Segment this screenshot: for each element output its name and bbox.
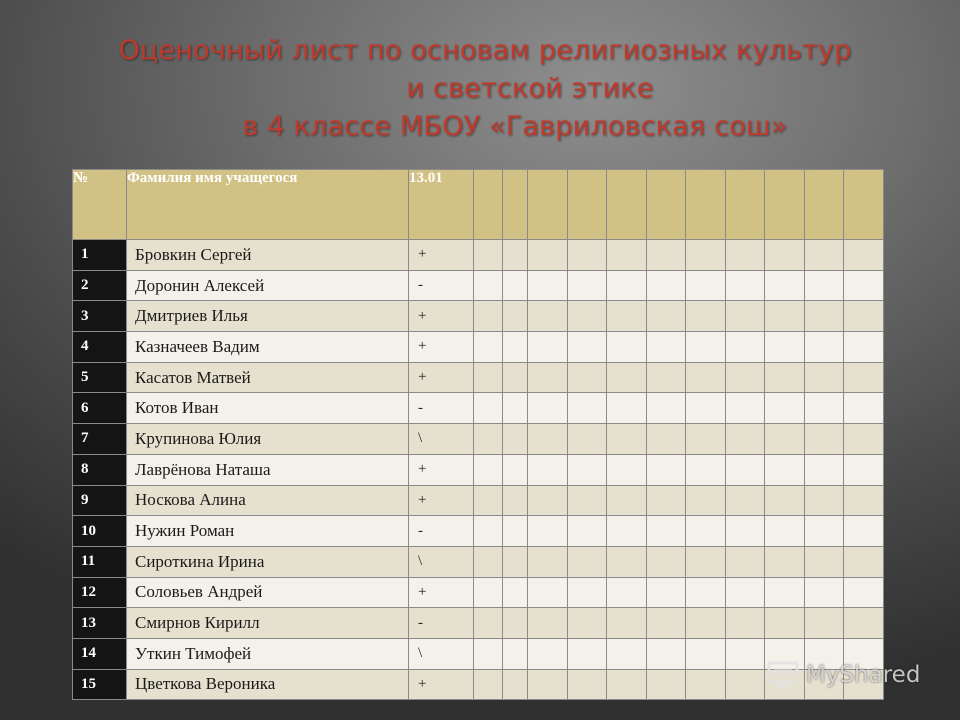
empty-grade-cell [647, 393, 686, 424]
empty-grade-cell [647, 608, 686, 639]
row-number: 4 [73, 332, 127, 363]
slide-title [0, 32, 960, 146]
row-number: 13 [73, 608, 127, 639]
empty-grade-cell [805, 608, 844, 639]
empty-grade-cell [474, 454, 503, 485]
empty-grade-cell [503, 516, 528, 547]
empty-grade-cell [726, 485, 765, 516]
empty-grade-cell [607, 546, 647, 577]
empty-grade-cell [568, 485, 607, 516]
student-name: Дмитриев Илья [127, 301, 409, 332]
header-cell [805, 170, 844, 240]
empty-grade-cell [503, 608, 528, 639]
empty-grade-cell [765, 240, 805, 271]
empty-grade-cell [686, 516, 726, 547]
table-row [73, 362, 884, 393]
grade-mark: + [409, 454, 474, 485]
empty-grade-cell [647, 454, 686, 485]
empty-grade-cell [844, 362, 884, 393]
empty-grade-cell [503, 424, 528, 455]
empty-grade-cell [686, 362, 726, 393]
empty-grade-cell [726, 638, 765, 669]
empty-grade-cell [568, 638, 607, 669]
grade-mark: + [409, 332, 474, 363]
empty-grade-cell [607, 516, 647, 547]
empty-grade-cell [844, 332, 884, 363]
table-row [73, 240, 884, 271]
empty-grade-cell [726, 454, 765, 485]
title-line-3: в 4 классе МБОУ «Гавриловская сош» [242, 111, 788, 142]
empty-grade-cell [528, 270, 568, 301]
table-row [73, 424, 884, 455]
row-number: 9 [73, 485, 127, 516]
row-number: 15 [73, 669, 127, 700]
empty-grade-cell [647, 638, 686, 669]
header-cell [528, 170, 568, 240]
empty-grade-cell [607, 577, 647, 608]
empty-grade-cell [726, 332, 765, 363]
empty-grade-cell [607, 454, 647, 485]
empty-grade-cell [528, 669, 568, 700]
empty-grade-cell [647, 424, 686, 455]
empty-grade-cell [474, 516, 503, 547]
empty-grade-cell [805, 485, 844, 516]
table-row [73, 577, 884, 608]
empty-grade-cell [686, 393, 726, 424]
empty-grade-cell [568, 393, 607, 424]
empty-grade-cell [607, 638, 647, 669]
student-name: Доронин Алексей [127, 270, 409, 301]
title-line-2: и светской этике [406, 73, 654, 104]
empty-grade-cell [474, 608, 503, 639]
row-number: 8 [73, 454, 127, 485]
row-number: 7 [73, 424, 127, 455]
empty-grade-cell [647, 485, 686, 516]
empty-grade-cell [647, 546, 686, 577]
student-name: Лаврёнова Наташа [127, 454, 409, 485]
grade-mark: + [409, 362, 474, 393]
empty-grade-cell [805, 393, 844, 424]
empty-grade-cell [726, 362, 765, 393]
table-body [73, 240, 884, 700]
empty-grade-cell [726, 669, 765, 700]
student-name: Нужин Роман [127, 516, 409, 547]
empty-grade-cell [474, 546, 503, 577]
row-number: 6 [73, 393, 127, 424]
empty-grade-cell [607, 240, 647, 271]
empty-grade-cell [568, 608, 607, 639]
watermark-text: MyShared [806, 662, 921, 688]
empty-grade-cell [503, 270, 528, 301]
empty-grade-cell [503, 332, 528, 363]
empty-grade-cell [503, 240, 528, 271]
empty-grade-cell [765, 424, 805, 455]
empty-grade-cell [726, 424, 765, 455]
empty-grade-cell [726, 270, 765, 301]
grade-mark: + [409, 240, 474, 271]
empty-grade-cell [686, 577, 726, 608]
empty-grade-cell [765, 516, 805, 547]
empty-grade-cell [686, 638, 726, 669]
table-row [73, 546, 884, 577]
table-row [73, 516, 884, 547]
grade-mark: - [409, 608, 474, 639]
empty-grade-cell [503, 638, 528, 669]
empty-grade-cell [528, 332, 568, 363]
student-name: Цветкова Вероника [127, 669, 409, 700]
student-name: Касатов Матвей [127, 362, 409, 393]
header-cell [726, 170, 765, 240]
empty-grade-cell [686, 424, 726, 455]
empty-grade-cell [844, 240, 884, 271]
empty-grade-cell [726, 393, 765, 424]
header-cell [686, 170, 726, 240]
empty-grade-cell [607, 485, 647, 516]
empty-grade-cell [686, 669, 726, 700]
empty-grade-cell [528, 516, 568, 547]
empty-grade-cell [607, 393, 647, 424]
empty-grade-cell [568, 270, 607, 301]
empty-grade-cell [607, 270, 647, 301]
empty-grade-cell [765, 332, 805, 363]
empty-grade-cell [686, 546, 726, 577]
table-row [73, 608, 884, 639]
grade-mark: \ [409, 546, 474, 577]
row-number: 1 [73, 240, 127, 271]
row-number: 3 [73, 301, 127, 332]
empty-grade-cell [607, 424, 647, 455]
empty-grade-cell [647, 270, 686, 301]
empty-grade-cell [568, 577, 607, 608]
empty-grade-cell [568, 424, 607, 455]
row-number: 14 [73, 638, 127, 669]
student-name: Уткин Тимофей [127, 638, 409, 669]
header-cell [474, 170, 503, 240]
empty-grade-cell [686, 240, 726, 271]
empty-grade-cell [607, 362, 647, 393]
empty-grade-cell [607, 332, 647, 363]
empty-grade-cell [568, 546, 607, 577]
student-name: Крупинова Юлия [127, 424, 409, 455]
empty-grade-cell [844, 546, 884, 577]
row-number: 5 [73, 362, 127, 393]
empty-grade-cell [726, 546, 765, 577]
student-name: Казначеев Вадим [127, 332, 409, 363]
empty-grade-cell [686, 301, 726, 332]
table-row [73, 332, 884, 363]
empty-grade-cell [844, 270, 884, 301]
empty-grade-cell [528, 608, 568, 639]
empty-grade-cell [726, 516, 765, 547]
empty-grade-cell [844, 608, 884, 639]
empty-grade-cell [647, 516, 686, 547]
student-name: Сироткина Ирина [127, 546, 409, 577]
empty-grade-cell [607, 608, 647, 639]
empty-grade-cell [503, 454, 528, 485]
header-cell [607, 170, 647, 240]
grade-mark: - [409, 270, 474, 301]
empty-grade-cell [528, 485, 568, 516]
empty-grade-cell [503, 577, 528, 608]
empty-grade-cell [844, 393, 884, 424]
empty-grade-cell [474, 270, 503, 301]
empty-grade-cell [765, 362, 805, 393]
empty-grade-cell [647, 669, 686, 700]
empty-grade-cell [805, 270, 844, 301]
empty-grade-cell [568, 240, 607, 271]
empty-grade-cell [647, 332, 686, 363]
empty-grade-cell [474, 577, 503, 608]
empty-grade-cell [568, 516, 607, 547]
grade-table [72, 169, 884, 700]
header-cell: № [73, 170, 127, 240]
empty-grade-cell [805, 454, 844, 485]
empty-grade-cell [503, 393, 528, 424]
empty-grade-cell [765, 608, 805, 639]
empty-grade-cell [805, 546, 844, 577]
empty-grade-cell [765, 577, 805, 608]
empty-grade-cell [474, 424, 503, 455]
row-number: 12 [73, 577, 127, 608]
empty-grade-cell [765, 270, 805, 301]
grade-mark: - [409, 516, 474, 547]
empty-grade-cell [568, 362, 607, 393]
empty-grade-cell [765, 393, 805, 424]
header-cell [844, 170, 884, 240]
empty-grade-cell [844, 577, 884, 608]
header-cell [503, 170, 528, 240]
empty-grade-cell [568, 454, 607, 485]
header-cell: Фамилия имя учащегося [127, 170, 409, 240]
empty-grade-cell [568, 332, 607, 363]
table-row [73, 669, 884, 700]
empty-grade-cell [805, 516, 844, 547]
empty-grade-cell [568, 669, 607, 700]
empty-grade-cell [503, 669, 528, 700]
empty-grade-cell [686, 270, 726, 301]
student-name: Котов Иван [127, 393, 409, 424]
empty-grade-cell [503, 485, 528, 516]
empty-grade-cell [805, 301, 844, 332]
empty-grade-cell [844, 485, 884, 516]
empty-grade-cell [647, 362, 686, 393]
empty-grade-cell [528, 577, 568, 608]
empty-grade-cell [474, 485, 503, 516]
empty-grade-cell [765, 301, 805, 332]
empty-grade-cell [607, 301, 647, 332]
empty-grade-cell [686, 454, 726, 485]
empty-grade-cell [726, 301, 765, 332]
watermark [766, 655, 920, 695]
empty-grade-cell [726, 577, 765, 608]
header-cell [765, 170, 805, 240]
empty-grade-cell [686, 608, 726, 639]
empty-grade-cell [528, 546, 568, 577]
table-row [73, 270, 884, 301]
table-row [73, 454, 884, 485]
row-number: 10 [73, 516, 127, 547]
grade-mark: + [409, 669, 474, 700]
empty-grade-cell [474, 362, 503, 393]
table-row [73, 638, 884, 669]
grade-mark: \ [409, 424, 474, 455]
empty-grade-cell [474, 301, 503, 332]
empty-grade-cell [474, 638, 503, 669]
empty-grade-cell [765, 454, 805, 485]
empty-grade-cell [568, 301, 607, 332]
empty-grade-cell [844, 516, 884, 547]
empty-grade-cell [503, 362, 528, 393]
empty-grade-cell [844, 454, 884, 485]
empty-grade-cell [726, 608, 765, 639]
empty-grade-cell [844, 301, 884, 332]
empty-grade-cell [686, 485, 726, 516]
empty-grade-cell [528, 240, 568, 271]
student-name: Бровкин Сергей [127, 240, 409, 271]
grade-mark: \ [409, 638, 474, 669]
empty-grade-cell [474, 240, 503, 271]
empty-grade-cell [474, 393, 503, 424]
empty-grade-cell [503, 301, 528, 332]
header-cell: 13.01 [409, 170, 474, 240]
row-number: 2 [73, 270, 127, 301]
empty-grade-cell [805, 240, 844, 271]
grade-mark: - [409, 393, 474, 424]
table-row [73, 393, 884, 424]
table-row [73, 485, 884, 516]
student-name: Носкова Алина [127, 485, 409, 516]
empty-grade-cell [765, 546, 805, 577]
row-number: 11 [73, 546, 127, 577]
title-line-1: Оценочный лист по основам религиозных культур [118, 35, 852, 66]
monitor-icon [766, 660, 800, 690]
empty-grade-cell [607, 669, 647, 700]
grade-mark: + [409, 301, 474, 332]
header-cell [647, 170, 686, 240]
empty-grade-cell [726, 240, 765, 271]
student-name: Смирнов Кирилл [127, 608, 409, 639]
empty-grade-cell [503, 546, 528, 577]
empty-grade-cell [528, 454, 568, 485]
empty-grade-cell [528, 301, 568, 332]
empty-grade-cell [805, 577, 844, 608]
header-cell [568, 170, 607, 240]
empty-grade-cell [528, 393, 568, 424]
table-header-row [73, 170, 884, 240]
grade-mark: + [409, 485, 474, 516]
empty-grade-cell [474, 669, 503, 700]
empty-grade-cell [844, 424, 884, 455]
student-name: Соловьев Андрей [127, 577, 409, 608]
empty-grade-cell [647, 240, 686, 271]
empty-grade-cell [647, 577, 686, 608]
grade-mark: + [409, 577, 474, 608]
empty-grade-cell [686, 332, 726, 363]
empty-grade-cell [765, 485, 805, 516]
empty-grade-cell [528, 638, 568, 669]
empty-grade-cell [528, 362, 568, 393]
empty-grade-cell [528, 424, 568, 455]
empty-grade-cell [805, 424, 844, 455]
table-row [73, 301, 884, 332]
empty-grade-cell [805, 362, 844, 393]
empty-grade-cell [647, 301, 686, 332]
empty-grade-cell [805, 332, 844, 363]
empty-grade-cell [474, 332, 503, 363]
